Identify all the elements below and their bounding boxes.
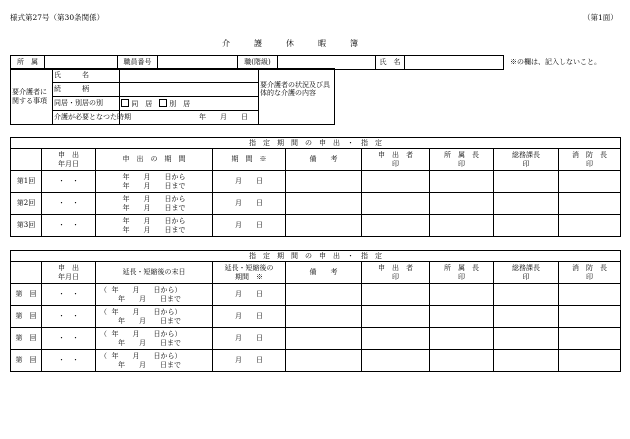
header-section-head: 所 属 長 印: [430, 262, 494, 284]
applicant-seal-field[interactable]: [362, 328, 430, 350]
remarks-field[interactable]: [286, 215, 362, 237]
period-to[interactable]: 年 月 日まで: [122, 225, 186, 234]
header-general-manager: 総務課長 印: [494, 149, 559, 171]
header-period: 延長・短縮後の 期間 ※: [213, 262, 286, 284]
general-manager-seal-field[interactable]: [494, 350, 559, 372]
applicant-seal-field[interactable]: [362, 306, 430, 328]
applicant-seal-field[interactable]: [362, 171, 430, 193]
staff-number-label: 職員番号: [118, 56, 158, 70]
name-label: 氏 名: [376, 56, 405, 70]
paren-open: （: [100, 286, 107, 295]
extension-table-title: 指 定 期 間 の 申 出 ・ 指 定: [11, 251, 621, 262]
header-remarks: 備 考: [286, 262, 362, 284]
form-number: 様式第27号（第30条関係）: [10, 13, 105, 22]
care-start-label: 介護が必要となつた時期: [53, 111, 120, 125]
applicant-seal-field[interactable]: [362, 284, 430, 306]
period-from[interactable]: 年 月 日から）: [111, 286, 182, 295]
request-date-field[interactable]: ・ ・: [42, 193, 96, 215]
period-field[interactable]: 月 日: [213, 328, 286, 350]
period-field[interactable]: 月 日: [213, 215, 286, 237]
remarks-field[interactable]: [286, 306, 362, 328]
header-applicant-seal: 申 出 者 印: [362, 149, 430, 171]
paren-open: （: [100, 308, 107, 317]
header-applicant-seal: 申 出 者 印: [362, 262, 430, 284]
page-title: 介 護 休 暇 簿: [222, 39, 366, 48]
period-from[interactable]: 年 月 日から）: [111, 352, 182, 361]
header-request-date: 申 出 年月日: [42, 262, 96, 284]
applicant-seal-field[interactable]: [362, 215, 430, 237]
section-head-seal-field[interactable]: [430, 306, 494, 328]
header-end-date: 延長・短縮後の末日: [96, 262, 213, 284]
affiliation-label: 所 属: [11, 56, 45, 70]
header-general-manager: 総務課長 印: [494, 262, 559, 284]
row-label: 第2回: [11, 193, 42, 215]
header-fire-chief: 消 防 長 印: [559, 149, 621, 171]
situation-label: 要介護者の状況及び具体的な介護の内容: [259, 69, 335, 125]
section-head-seal-field[interactable]: [430, 215, 494, 237]
fire-chief-seal-field[interactable]: [559, 193, 621, 215]
fire-chief-seal-field[interactable]: [559, 306, 621, 328]
cohabit-option-label: 同 居: [131, 99, 153, 108]
request-date-field[interactable]: ・ ・: [42, 328, 96, 350]
row-label: 第 回: [11, 350, 42, 372]
care-start-field[interactable]: 年 月 日: [120, 111, 259, 125]
header-period: 期 間 ※: [213, 149, 286, 171]
row-label: 第3回: [11, 215, 42, 237]
applicant-seal-field[interactable]: [362, 350, 430, 372]
remarks-field[interactable]: [286, 193, 362, 215]
section-head-seal-field[interactable]: [430, 284, 494, 306]
care-recipient-table: [10, 68, 335, 125]
paren-open: （: [100, 330, 107, 339]
extension-table: [10, 250, 621, 372]
period-to[interactable]: 年 月 日まで: [118, 338, 181, 347]
recipient-name-field[interactable]: [120, 69, 259, 83]
fire-chief-seal-field[interactable]: [559, 171, 621, 193]
period-field[interactable]: 月 日: [213, 306, 286, 328]
period-from[interactable]: 年 月 日から: [122, 195, 186, 204]
page-number: （第1面）: [583, 13, 618, 22]
name-field[interactable]: [405, 56, 504, 70]
remarks-field[interactable]: [286, 171, 362, 193]
request-date-field[interactable]: ・ ・: [42, 215, 96, 237]
section-head-seal-field[interactable]: [430, 328, 494, 350]
request-date-field[interactable]: ・ ・: [42, 284, 96, 306]
header-request-date: 申 出 年月日: [42, 149, 96, 171]
office-note: ※の欄は、記入しないこと。: [510, 58, 601, 66]
rank-label: 職(階級): [238, 56, 278, 70]
separate-option-label: 別 居: [169, 99, 191, 108]
designation-table-title: 指 定 期 間 の 申 出 ・ 指 定: [11, 138, 621, 149]
section-head-seal-field[interactable]: [430, 171, 494, 193]
period-to[interactable]: 年 月 日まで: [118, 360, 181, 369]
period-field[interactable]: 月 日: [213, 193, 286, 215]
header-fire-chief: 消 防 長 印: [559, 262, 621, 284]
care-recipient-section-label: 要介護者に関する事項: [11, 69, 53, 125]
paren-open: （: [100, 352, 107, 361]
fire-chief-seal-field[interactable]: [559, 328, 621, 350]
period-from[interactable]: 年 月 日から）: [111, 308, 182, 317]
table-row: [11, 193, 621, 215]
period-to[interactable]: 年 月 日まで: [122, 203, 186, 212]
general-manager-seal-field[interactable]: [494, 215, 559, 237]
period-from[interactable]: 年 月 日から）: [111, 330, 182, 339]
general-manager-seal-field[interactable]: [494, 193, 559, 215]
row-label: 第 回: [11, 328, 42, 350]
request-date-field[interactable]: ・ ・: [42, 171, 96, 193]
separate-checkbox[interactable]: [159, 99, 167, 107]
period-field[interactable]: 月 日: [213, 284, 286, 306]
request-date-field[interactable]: ・ ・: [42, 350, 96, 372]
fire-chief-seal-field[interactable]: [559, 284, 621, 306]
table-row: [11, 215, 621, 237]
period-to[interactable]: 年 月 日まで: [118, 294, 181, 303]
table-row: [11, 328, 621, 350]
row-label: 第1回: [11, 171, 42, 193]
header-request-period: 申 出 の 期 間: [96, 149, 213, 171]
header-section-head: 所 属 長 印: [430, 149, 494, 171]
remarks-field[interactable]: [286, 350, 362, 372]
relation-label: 続 柄: [53, 83, 120, 97]
table-row: [11, 350, 621, 372]
general-manager-seal-field[interactable]: [494, 306, 559, 328]
remarks-field[interactable]: [286, 284, 362, 306]
table-row: [11, 284, 621, 306]
row-label: 第 回: [11, 306, 42, 328]
recipient-name-label: 氏 名: [53, 69, 120, 83]
cohabit-checkbox[interactable]: [121, 99, 129, 107]
period-from[interactable]: 年 月 日から: [122, 217, 186, 226]
period-to[interactable]: 年 月 日まで: [118, 316, 181, 325]
period-from[interactable]: 年 月 日から: [122, 173, 186, 182]
section-head-seal-field[interactable]: [430, 193, 494, 215]
general-manager-seal-field[interactable]: [494, 284, 559, 306]
designation-table: [10, 137, 621, 237]
fire-chief-seal-field[interactable]: [559, 350, 621, 372]
relation-field[interactable]: [120, 83, 259, 97]
table-row: [11, 306, 621, 328]
period-to[interactable]: 年 月 日まで: [122, 181, 186, 190]
cohabit-label: 同居・別居の別: [53, 97, 120, 111]
header-remarks: 備 考: [286, 149, 362, 171]
period-field[interactable]: 月 日: [213, 350, 286, 372]
applicant-seal-field[interactable]: [362, 193, 430, 215]
fire-chief-seal-field[interactable]: [559, 215, 621, 237]
section-head-seal-field[interactable]: [430, 350, 494, 372]
row-label: 第 回: [11, 284, 42, 306]
table-row: [11, 171, 621, 193]
remarks-field[interactable]: [286, 328, 362, 350]
general-manager-seal-field[interactable]: [494, 328, 559, 350]
period-field[interactable]: 月 日: [213, 171, 286, 193]
request-date-field[interactable]: ・ ・: [42, 306, 96, 328]
general-manager-seal-field[interactable]: [494, 171, 559, 193]
